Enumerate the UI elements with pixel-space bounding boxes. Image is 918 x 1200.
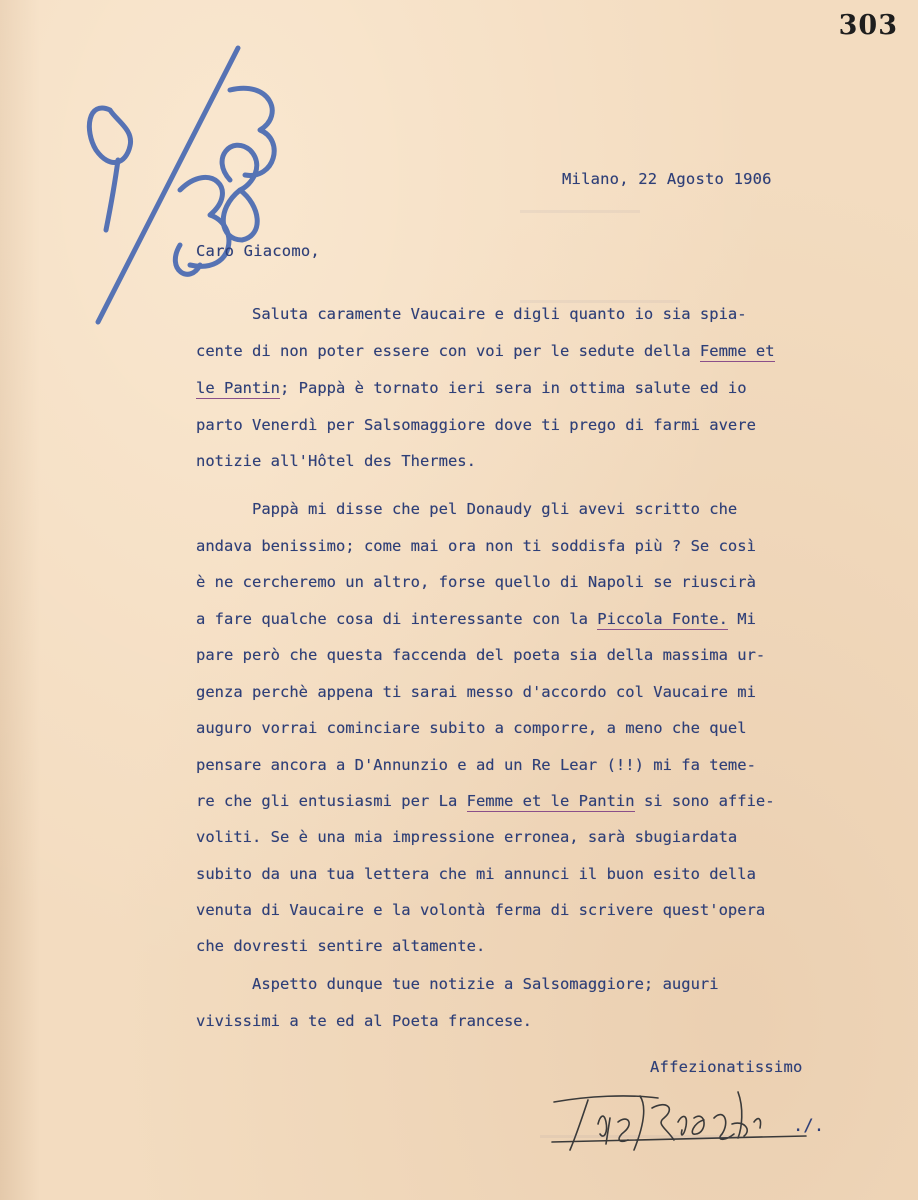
- letter-text: ; Pappà è tornato ieri sera in ottima salute ed io: [280, 379, 747, 397]
- letter-text: Saluta caramente Vaucaire e digli quanto io sia spia-: [196, 305, 747, 323]
- letter-line: [196, 756, 756, 774]
- letter-line: [196, 719, 747, 737]
- underlined-title: Femme et le Pantin: [466, 792, 635, 810]
- letter-line: [196, 500, 737, 518]
- letter-line: [196, 683, 756, 701]
- letter-line: [196, 305, 747, 323]
- letter-date: Milano, 22 Agosto 1906: [562, 170, 772, 188]
- letter-text: pare però che questa faccenda del poeta sia della massima ur-: [196, 646, 766, 664]
- letter-text: Aspetto dunque tue notizie a Salsomaggiore; auguri: [196, 975, 719, 993]
- letter-line: [196, 416, 756, 434]
- salutation: Caro Giacomo,: [196, 242, 320, 260]
- letter-text: genza perchè appena ti sarai messo d'accordo col Vaucaire mi: [196, 683, 756, 701]
- closing: Affezionatissimo: [650, 1058, 803, 1076]
- letter-line: [196, 379, 747, 397]
- letter-text: auguro vorrai cominciare subito a comporre, a meno che quel: [196, 719, 747, 737]
- letter-text: venuta di Vaucaire e la volontà ferma di scrivere quest'opera: [196, 901, 766, 919]
- letter-line: [196, 937, 485, 955]
- letter-text: è ne cercheremo un altro, forse quello di Napoli se riuscirà: [196, 573, 756, 591]
- letter-line: [196, 792, 775, 810]
- letter-text: subito da una tua lettera che mi annunci il buon esito della: [196, 865, 756, 883]
- letter-line: [196, 828, 737, 846]
- letter-text: pensare ancora a D'Annunzio e ad un Re Lear (!!) mi fa teme-: [196, 756, 756, 774]
- letter-line: [196, 1012, 532, 1030]
- letter-text: cente di non poter essere con voi per le sedute della: [196, 342, 700, 360]
- letter-text: si sono affie-: [634, 792, 775, 810]
- letter-text: Pappà mi disse che pel Donaudy gli avevi scritto che: [196, 500, 738, 518]
- letter-line: [196, 537, 756, 555]
- letter-line: [196, 452, 476, 470]
- underlined-title: Femme et: [699, 342, 775, 360]
- letter-text: che dovresti sentire altamente.: [196, 937, 486, 955]
- letter-line: [196, 342, 775, 360]
- letter-text: notizie all'Hôtel des Thermes.: [196, 452, 476, 470]
- letter-line: [196, 573, 756, 591]
- letter-line: [196, 865, 756, 883]
- page-number: 303: [838, 10, 898, 41]
- letter-text: a fare qualche cosa di interessante con la: [196, 610, 598, 628]
- underlined-title: le Pantin: [196, 379, 280, 397]
- letter-line: [196, 975, 719, 993]
- letter-line: [196, 646, 765, 664]
- signature-mark: ./.: [793, 1116, 825, 1136]
- letter-text: re che gli entusiasmi per La: [196, 792, 467, 810]
- archive-number-mark: [70, 40, 290, 340]
- underlined-title: Piccola Fonte.: [597, 610, 728, 628]
- letter-line: [196, 901, 765, 919]
- letter-line: [196, 610, 756, 628]
- letter-text: andava benissimo; come mai ora non ti soddisfa più ? Se così: [196, 537, 756, 555]
- signature: [548, 1078, 808, 1158]
- letter-text: parto Venerdì per Salsomaggiore dove ti prego di farmi avere: [196, 416, 756, 434]
- letter-text: vivissimi a te ed al Poeta francese.: [196, 1012, 532, 1030]
- letter-text: Mi: [727, 610, 756, 628]
- letter-text: voliti. Se è una mia impressione erronea, sarà sbugiardata: [196, 828, 738, 846]
